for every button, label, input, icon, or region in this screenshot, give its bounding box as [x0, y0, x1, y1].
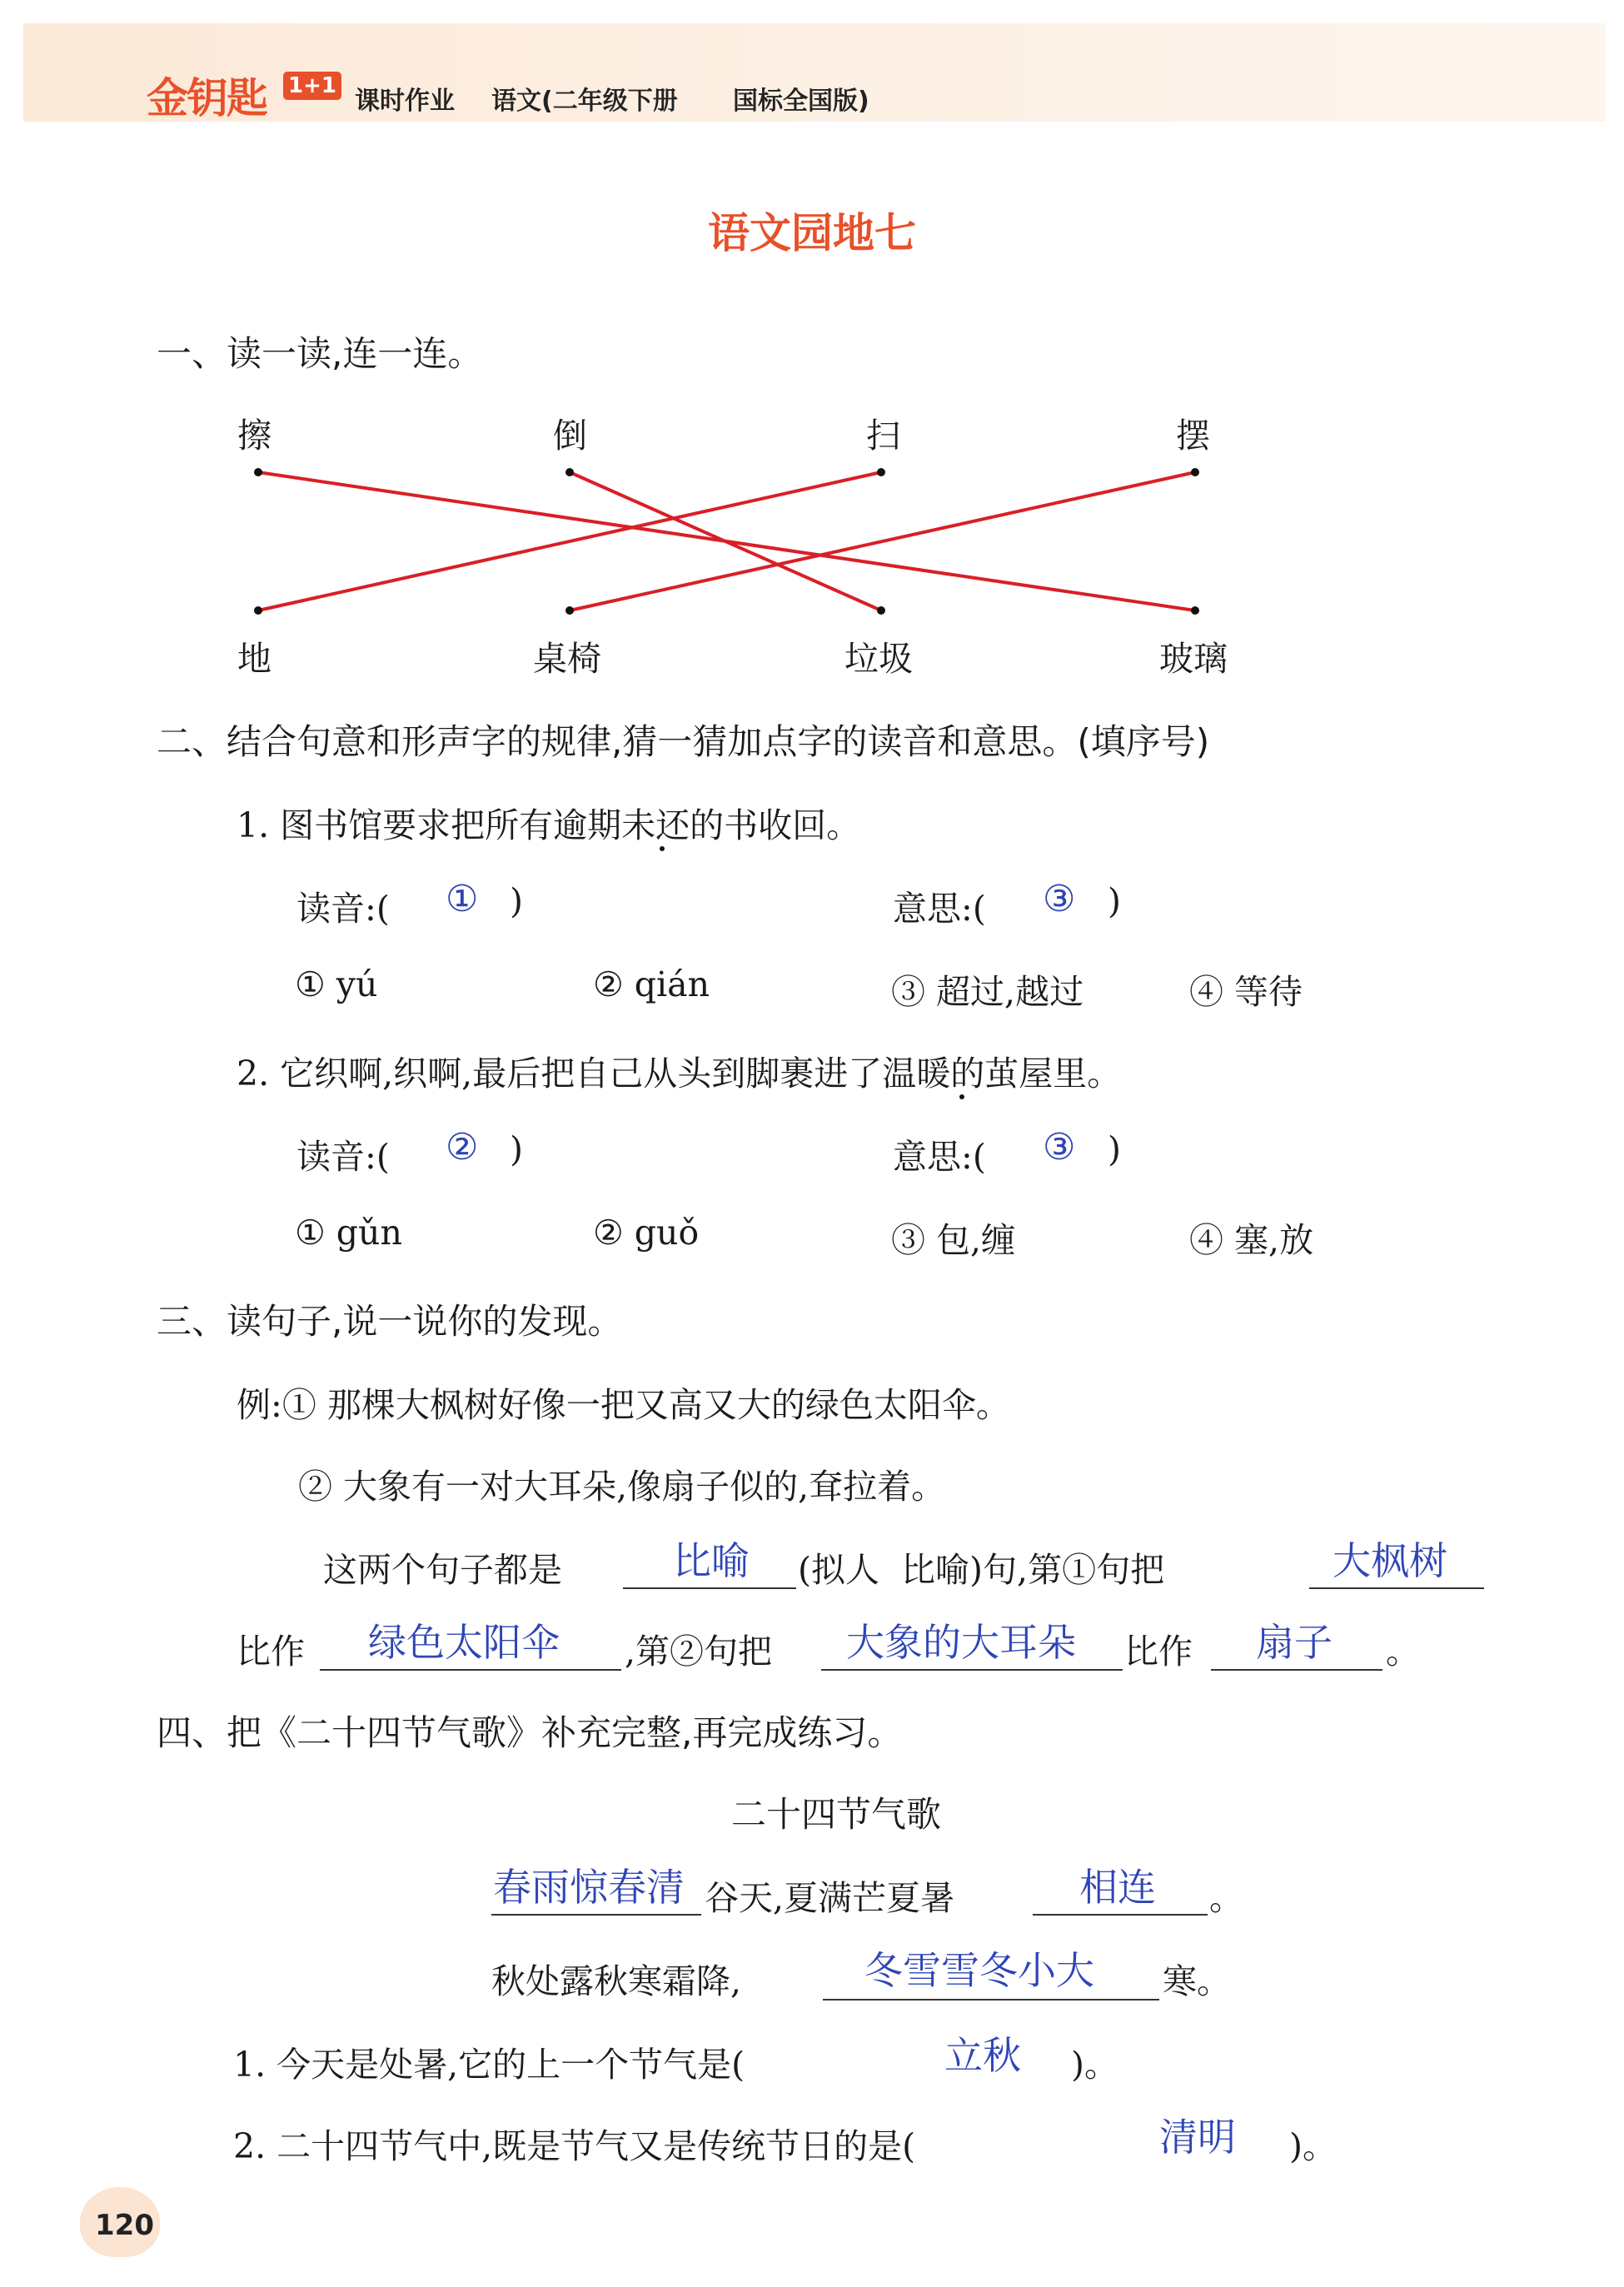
blank-poem-line1-end [1033, 1914, 1208, 1916]
answer-object-2: 扇子 [1256, 1620, 1333, 1665]
q1-reading-label: 读音:( [296, 889, 390, 929]
blank-poem-line2 [823, 1999, 1159, 2001]
answer-poem-line2: 冬雪雪冬小大 [864, 1948, 1094, 1993]
top-word-sao: 扫 [866, 416, 900, 456]
answer-q4-2: 清明 [1159, 2115, 1236, 2160]
rhetoric-line2-compare: 比作 [237, 1632, 305, 1672]
q1-meaning-answer: ③ [1043, 878, 1076, 920]
emphasis-dot-yu [660, 846, 665, 851]
q1-option-3: ③ 超过,越过 [891, 972, 1084, 1012]
q1-sentence: 1. 图书馆要求把所有逾期未还的书收回。 [237, 805, 861, 845]
q4-2-text: 2. 二十四节气中,既是节气又是传统节日的是( [233, 2126, 916, 2166]
poem-line2-end: 寒。 [1163, 1961, 1231, 2001]
page-number: 120 [95, 2209, 154, 2242]
q1-meaning-label: 意思:( [893, 889, 986, 929]
q1-meaning-close: ) [1108, 881, 1121, 921]
bottom-word-di: 地 [237, 639, 271, 679]
q1-reading-close: ) [510, 881, 523, 921]
rhetoric-line2-end: 。 [1386, 1632, 1420, 1672]
q1-option-4: ④ 等待 [1189, 972, 1303, 1012]
page-number-badge [80, 2187, 160, 2257]
dot-bottom-3 [877, 606, 885, 615]
q2-option-4: ④ 塞,放 [1189, 1220, 1314, 1260]
brand-logo: 金钥匙 [147, 74, 267, 122]
poem-title: 二十四节气歌 [731, 1794, 942, 1835]
answer-subject-2: 大象的大耳朵 [846, 1620, 1076, 1665]
rhetoric-line2-compare2: 比作 [1124, 1632, 1193, 1672]
dot-top-1 [254, 468, 262, 476]
top-word-dao: 倒 [553, 416, 587, 456]
answer-object-1: 绿色太阳伞 [368, 1620, 560, 1665]
answer-poem-line1-end: 相连 [1079, 1865, 1156, 1910]
emphasis-dot-guo [959, 1094, 964, 1099]
dot-top-2 [565, 468, 574, 476]
top-word-bai: 摆 [1176, 416, 1210, 456]
q2-reading-label: 读音:( [296, 1137, 390, 1177]
dot-bottom-4 [1191, 606, 1199, 615]
series-label: 课时作业 [355, 87, 455, 116]
q2-meaning-label: 意思:( [893, 1137, 986, 1177]
line-dao-laji [570, 472, 881, 610]
bottom-word-laji: 垃圾 [844, 639, 913, 679]
q1-reading-answer: ① [446, 878, 479, 920]
q2-meaning-close: ) [1108, 1129, 1121, 1169]
q2-option-3: ③ 包,缠 [891, 1220, 1016, 1260]
q4-1-end: )。 [1071, 2045, 1118, 2085]
q1-option-2: ② qián [593, 964, 710, 1004]
q4-1-text: 1. 今天是处暑,它的上一个节气是( [233, 2045, 745, 2085]
blank-poem-line1 [491, 1914, 701, 1916]
dot-top-3 [877, 468, 885, 476]
answer-poem-line1: 春雨惊春清 [493, 1865, 685, 1910]
bottom-word-boli: 玻璃 [1159, 639, 1228, 679]
line-sao-di [258, 472, 881, 610]
blank-rhetoric-type [623, 1587, 796, 1589]
section3-heading: 三、读句子,说一说你的发现。 [157, 1301, 623, 1342]
q4-2-end: )。 [1289, 2126, 1337, 2166]
section4-heading: 四、把《二十四节气歌》补充完整,再完成练习。 [157, 1712, 903, 1753]
edition-label: 国标全国版) [733, 87, 869, 116]
q2-reading-close: ) [510, 1129, 523, 1169]
brand-badge: 1+1 [283, 72, 341, 100]
poem-line1-end: 。 [1209, 1878, 1243, 1918]
section2-heading: 二、结合句意和形声字的规律,猜一猜加点字的读音和意思。(填序号) [157, 721, 1210, 762]
dot-bottom-2 [565, 606, 574, 615]
dot-top-4 [1191, 468, 1199, 476]
q2-sentence: 2. 它织啊,织啊,最后把自己从头到脚裹进了温暖的茧屋里。 [237, 1054, 1122, 1094]
rhetoric-line1-choice: (拟人 比喻)句,第①句把 [798, 1550, 1165, 1590]
page-title: 语文园地七 [708, 209, 916, 257]
example-sentence-2: ② 大象有一对大耳朵,像扇子似的,耷拉着。 [298, 1467, 946, 1507]
answer-subject-1: 大枫树 [1333, 1538, 1447, 1583]
q2-meaning-answer: ③ [1043, 1126, 1076, 1168]
q2-option-1: ① gǔn [295, 1213, 402, 1253]
answer-q4-1: 立秋 [944, 2033, 1021, 2078]
blank-object-2 [1211, 1669, 1382, 1671]
section1-heading: 一、读一读,连一连。 [157, 333, 483, 374]
blank-object-1 [320, 1669, 621, 1671]
poem-line2-text: 秋处露秋寒霜降, [491, 1961, 742, 2001]
answer-rhetoric-type: 比喻 [673, 1538, 750, 1583]
top-word-ca: 擦 [237, 416, 271, 456]
line-bai-zhuoyi [570, 472, 1195, 610]
q2-option-2: ② guǒ [593, 1213, 700, 1253]
q1-option-1: ① yú [295, 964, 378, 1004]
dot-bottom-1 [254, 606, 262, 615]
bottom-word-zhuoyi: 桌椅 [533, 639, 601, 679]
subject-label: 语文(二年级下册 [491, 87, 678, 116]
rhetoric-line1-text: 这两个句子都是 [323, 1550, 562, 1590]
blank-subject-1 [1309, 1587, 1484, 1589]
blank-subject-2 [821, 1669, 1123, 1671]
q2-reading-answer: ② [446, 1126, 479, 1168]
poem-line1-text: 谷天,夏满芒夏暑 [705, 1878, 955, 1918]
rhetoric-line2-second: ,第②句把 [625, 1632, 773, 1672]
example-sentence-1: 例:① 那棵大枫树好像一把又高又大的绿色太阳伞。 [237, 1385, 1010, 1425]
